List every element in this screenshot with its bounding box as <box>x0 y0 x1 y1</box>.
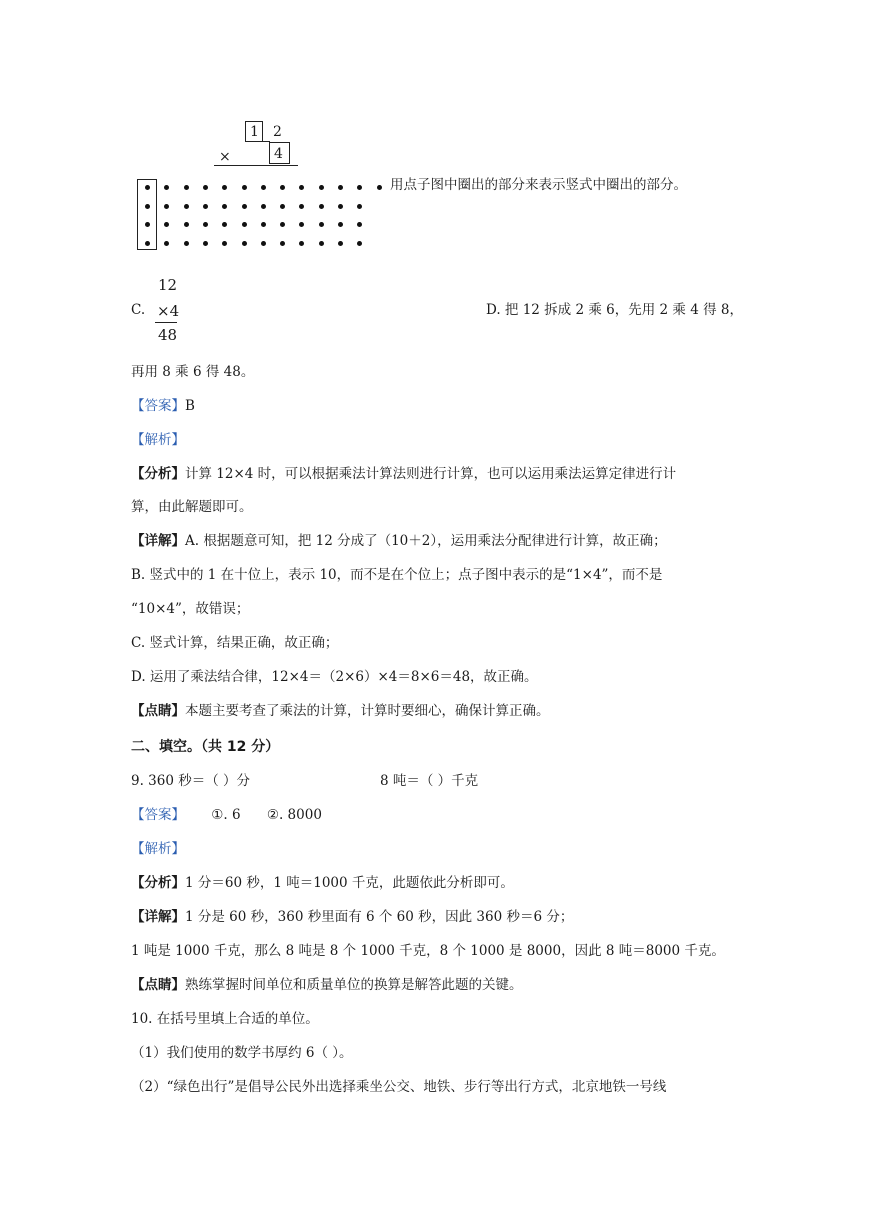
dot <box>184 185 189 190</box>
dot <box>280 222 285 227</box>
q9-xiangjie-1 <box>131 907 573 927</box>
q9-xiangjie-2: 1 吨是 1000 千克，那么 8 吨是 8 个 1000 千克，8 个 1000 是 8000，因此 8 吨＝8000 千克。 <box>131 943 725 959</box>
dot <box>338 204 343 209</box>
multiplication-line <box>214 165 298 166</box>
dianjing-tag: 【点睛】 <box>131 703 185 719</box>
q9-stem-b: 8 吨＝（ ）千克 <box>380 773 479 789</box>
dot <box>299 185 304 190</box>
dot <box>299 204 304 209</box>
dot <box>261 185 266 190</box>
dot <box>319 241 324 246</box>
dot <box>357 241 362 246</box>
q8-fenxi-line2: 算，由此解题即可。 <box>131 499 253 515</box>
answer-value: B <box>185 398 195 414</box>
dot <box>280 185 285 190</box>
dianjing-text: 本题主要考查了乘法的计算，计算时要细心，确保计算正确。 <box>185 703 550 719</box>
dot <box>338 185 343 190</box>
dot <box>357 222 362 227</box>
dot <box>203 185 208 190</box>
option-c-label: C. <box>131 302 146 318</box>
dot <box>184 204 189 209</box>
dot <box>222 204 227 209</box>
dot <box>299 222 304 227</box>
dot <box>203 241 208 246</box>
q8-xiangjie-a <box>131 531 667 551</box>
dot <box>338 222 343 227</box>
top-digit-tens: 1 <box>250 124 259 140</box>
option-c-top: 12 <box>158 276 178 294</box>
option-d-line1: D. 把 12 拆成 2 乘 6，先用 2 乘 4 得 8， <box>486 302 743 318</box>
dot <box>261 241 266 246</box>
answer-2: ②. 8000 <box>266 807 322 823</box>
q9-fenxi <box>131 873 514 893</box>
q8-analysis-tag: 【解析】 <box>131 432 185 448</box>
dot <box>261 204 266 209</box>
q10-stem: 10. 在括号里填上合适的单位。 <box>131 1011 319 1027</box>
q8-xiangjie-d: D. 运用了乘法结合律，12×4＝（2×6）×4＝8×6＝48，故正确。 <box>131 669 538 685</box>
dot <box>377 185 382 190</box>
dot <box>222 185 227 190</box>
dot <box>319 204 324 209</box>
dot <box>357 204 362 209</box>
dot <box>222 241 227 246</box>
dot <box>242 185 247 190</box>
dot <box>242 222 247 227</box>
option-c-line <box>155 322 177 323</box>
option-d-line2: 再用 8 乘 6 得 48。 <box>131 364 255 380</box>
fenxi-text: 计算 12×4 时，可以根据乘法计算法则进行计算，也可以运用乘法运算定律进行计 <box>185 466 677 482</box>
option-c-result: 48 <box>158 326 178 344</box>
dot <box>164 185 169 190</box>
q10-sub2: （2）“绿色出行”是倡导公民外出选择乘坐公交、地铁、步行等出行方式，北京地铁一号线 <box>131 1079 667 1095</box>
dot <box>319 222 324 227</box>
dot <box>164 222 169 227</box>
dot <box>338 241 343 246</box>
dot <box>357 185 362 190</box>
dot <box>280 241 285 246</box>
fenxi-tag: 【分析】 <box>131 466 185 482</box>
answer-tag: 【答案】 <box>131 807 185 823</box>
q8-fenxi-line1 <box>131 464 676 484</box>
dot <box>184 222 189 227</box>
multiplier-digit: 4 <box>274 146 283 162</box>
answer-1: ①. 6 <box>211 807 241 823</box>
q8-dianjing <box>131 701 550 721</box>
q8-answer <box>131 396 195 416</box>
fenxi-text: 1 分＝60 秒，1 吨＝1000 千克，此题依此分析即可。 <box>185 875 514 891</box>
dot <box>203 204 208 209</box>
dot <box>164 204 169 209</box>
q9-stem-a: 9. 360 秒＝（ ）分 <box>131 773 251 789</box>
fenxi-tag: 【分析】 <box>131 875 185 891</box>
dot <box>319 185 324 190</box>
dot-array-caption: 用点子图中圈出的部分来表示竖式中圈出的部分。 <box>390 177 687 193</box>
xiangjie-text: 1 分是 60 秒，360 秒里面有 6 个 60 秒，因此 360 秒＝6 分； <box>185 909 574 925</box>
q9-analysis-tag: 【解析】 <box>131 841 185 857</box>
xiangjie-tag: 【详解】 <box>131 533 185 549</box>
dot <box>184 241 189 246</box>
q8-xiangjie-b1: B. 竖式中的 1 在十位上，表示 10，而不是在个位上；点子图中表示的是“1×4”，而不是 <box>131 567 663 583</box>
dot <box>299 241 304 246</box>
answer-tag: 【答案】 <box>131 398 185 414</box>
dot <box>222 222 227 227</box>
dot <box>261 222 266 227</box>
box-connector <box>262 141 270 142</box>
dianjing-text: 熟练掌握时间单位和质量单位的换算是解答此题的关键。 <box>185 977 523 993</box>
option-c-middle: ×4 <box>157 302 180 320</box>
dot <box>164 241 169 246</box>
dot <box>203 222 208 227</box>
dianjing-tag: 【点睛】 <box>131 977 185 993</box>
q8-xiangjie-c: C. 竖式计算，结果正确，故正确； <box>131 635 339 651</box>
dot <box>280 204 285 209</box>
top-digit-ones: 2 <box>273 124 282 140</box>
dot <box>242 204 247 209</box>
circled-dot-column <box>137 179 157 250</box>
section-title: 二、填空。（共 12 分） <box>131 739 280 755</box>
q9-dianjing <box>131 975 523 995</box>
times-sign: × <box>219 149 231 165</box>
xiangjie-tag: 【详解】 <box>131 909 185 925</box>
q9-answer <box>131 805 322 825</box>
q10-sub1: （1）我们使用的数学书厚约 6（ ）。 <box>131 1045 353 1061</box>
xiangjie-a-text: A. 根据题意可知，把 12 分成了（10＋2），运用乘法分配律进行计算，故正确； <box>185 533 667 549</box>
q8-xiangjie-b2: “10×4”，故错误； <box>131 601 250 617</box>
dot <box>242 241 247 246</box>
